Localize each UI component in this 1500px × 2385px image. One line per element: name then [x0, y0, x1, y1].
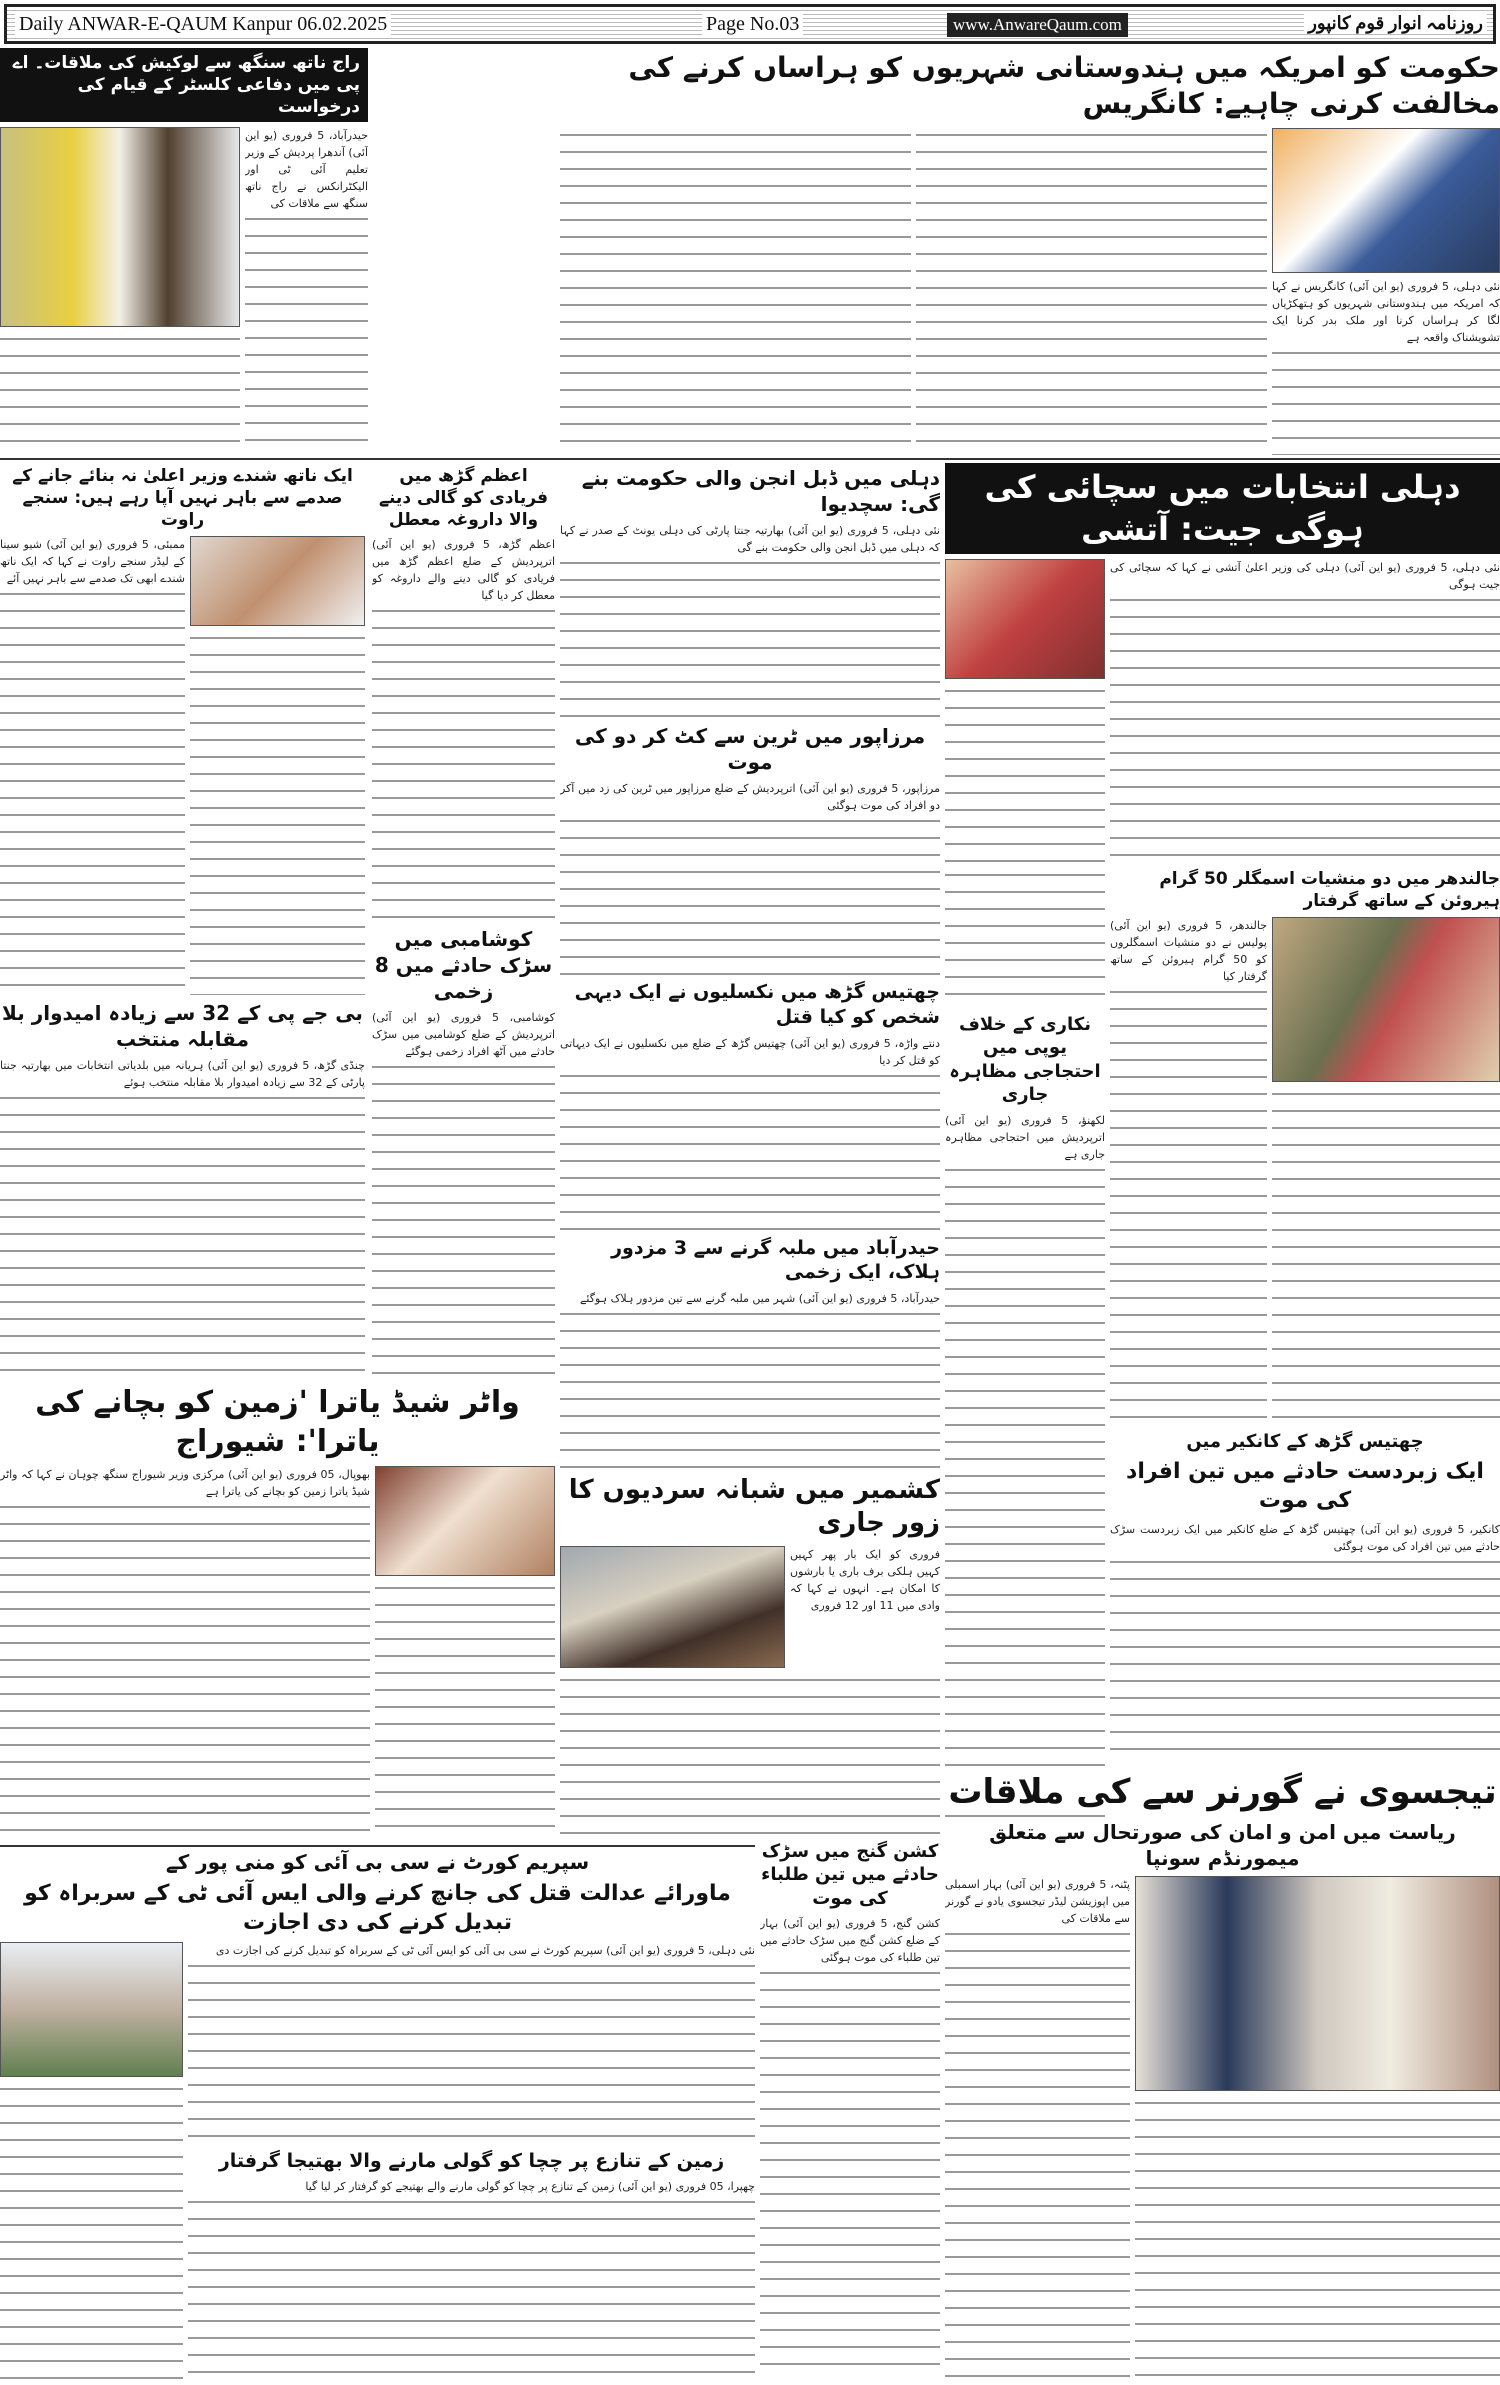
article-body: فروری کو ایک بار پھر کہیں کہیں ہلکی برف باری یا بارشوں کا امکان ہے۔ انہوں نے کہا کہ وادی میں 11 اور 12 فروری: [790, 1548, 940, 1613]
column-azamgarh: [372, 465, 555, 1377]
article-body: [375, 1581, 555, 1840]
article-congress: [560, 50, 1500, 455]
article-body: کانکیر، 5 فروری (یو این آئی) چھتیس گڑھ کے ضلع کانکیر میں ایک زبردست سڑک حادثے میں تین افراد کی موت ہوگئی: [1110, 1521, 1500, 1765]
headline: دہلی انتخابات میں سچائی کی ہوگی جیت: آتشی: [945, 463, 1500, 554]
headline: اعظم گڑھ میں فریادی کو گالی دینے والا داروغہ معطل: [372, 465, 555, 531]
photo: [0, 127, 240, 327]
edition-date: [15, 13, 391, 36]
website[interactable]: www.AnwareQaum.com: [947, 13, 1128, 37]
article-body: نئی دہلی، 5 فروری (یو این آئی) کانگریس نے کہا کہ امریکہ میں ہندوستانی شہریوں کو ہتھکڑیاں لگا کر ہراساں کرنا اور ملک بدر کرنا ایک تشویشناک واقعہ ہے: [1272, 278, 1500, 455]
article-protest: [945, 868, 1105, 1830]
article-rajnath: [0, 48, 368, 456]
article-jalandhar: [1110, 868, 1500, 1425]
article-body: [0, 2082, 183, 2380]
article-body: [560, 1673, 940, 1835]
photo: [375, 1466, 555, 1576]
article-body: لکھنؤ، 5 فروری (یو این آئی) اترپردیش میں احتجاجی مظاہرہ جاری ہے: [945, 1112, 1105, 1830]
headline: مرزاپور میں ٹرین سے کٹ کر دو کی موت: [560, 723, 940, 775]
logo: روزنامہ انوار قوم کانپور: [1304, 13, 1487, 34]
article-body: [945, 868, 1105, 1008]
headline: کشمیر میں شبانہ سردیوں کا زور جاری: [560, 1474, 940, 1542]
article-tejashwi: [945, 1770, 1500, 2380]
article-body: [916, 128, 1267, 455]
headline: تیجسوی نے گورنر سے کی ملاقات: [945, 1770, 1500, 1814]
article-body: [1272, 1087, 1500, 1425]
article-body: چنڈی گڑھ، 5 فروری (یو این آئی) ہریانہ میں بلدیاتی انتخابات میں بھارتیہ جنتا پارٹی کے 32 سے زیادہ امیدوار بلا مقابلہ منتخب ہوئے: [0, 1057, 365, 1377]
article-body: حیدرآباد، 5 فروری (یو این آئی) آندھرا پردیش کے وزیر تعلیم آئی ٹی اور الیکٹرانکس نے راج ناتھ سنگھ سے ملاقات کی: [245, 127, 368, 456]
article-body: چھپرا، 05 فروری (یو این آئی) زمین کے تنازع پر چچا کو گولی مارنے والے بھتیجے کو گرفتار کر لیا گیا: [188, 2178, 755, 2380]
headline: بی جے پی کے 32 سے زیادہ امیدوار بلا مقابلہ منتخب: [0, 1000, 365, 1052]
divider: [0, 1845, 755, 1847]
article-body: [0, 332, 240, 456]
article-kishanganj: [760, 1840, 940, 2380]
headline: جالندھر میں دو منشیات اسمگلر 50 گرام ہیروئن کے ساتھ گرفتار: [1110, 868, 1500, 912]
headline: نکاری کے خلاف یوپی میں احتجاجی مظاہرہ جاری: [945, 1013, 1105, 1107]
headline: ایک ناتھ شندے وزیر اعلیٰ نہ بنائے جانے کے صدمے سے باہر نہیں آپا رہے ہیں: سنجے راوت: [0, 465, 365, 531]
headline: حیدرآباد میں ملبہ گرنے سے 3 مزدور ہلاک، ایک زخمی: [560, 1236, 940, 1285]
article-body: [560, 128, 911, 455]
article-body: [945, 684, 1105, 863]
headline: زمین کے تنازع پر چچا کو گولی مارنے والا بھتیجا گرفتار: [188, 2149, 755, 2174]
article-body: پٹنہ، 5 فروری (یو این آئی) بہار اسمبلی میں اپوزیشن لیڈر تیجسوی یادو نے گورنر سے ملاقات کی: [945, 1876, 1130, 2380]
headline: کوشامبی میں سڑک حادثے میں 8 زخمی: [372, 926, 555, 1004]
headline: چھتیس گڑھ میں نکسلیوں نے ایک دیہی شخص کو کیا قتل: [560, 980, 940, 1029]
article-atishi: [945, 463, 1500, 863]
column-raut: [0, 465, 365, 1377]
article-body: جالندھر، 5 فروری (یو این آئی) پولیس نے دو منشیات اسمگلروں کو 50 گرام ہیروئن کے ساتھ گرفتار کیا: [1110, 917, 1267, 1425]
edition: Daily ANWAR-E-QAUM Kanpur: [19, 13, 293, 35]
photo: [1135, 1876, 1500, 2091]
kicker: سپریم کورٹ نے سی بی آئی کو منی پور کے: [0, 1849, 755, 1875]
headline: کشن گنج میں سڑک حادثے میں تین طلباء کی موت: [761, 1841, 939, 1909]
column-middle: [560, 465, 940, 1835]
article-body: اعظم گڑھ، 5 فروری (یو این آئی) اترپردیش کے ضلع اعظم گڑھ میں فریادی کو گالی دینے والے داروغہ کو معطل کر دیا گیا: [372, 536, 555, 921]
headline: دہلی میں ڈبل انجن والی حکومت بنے گی: سچدیوا: [560, 465, 940, 517]
article-body: کشن گنج، 5 فروری (یو این آئی) بہار کے ضلع کشن گنج میں سڑک حادثے میں تین طلباء کی موت ہوگئی: [760, 1915, 940, 2380]
article-body: ممبئی، 5 فروری (یو این آئی) شیو سینا کے لیڈر سنجے راوت نے کہا کہ ایک ناتھ شندے ابھی تک صدمے سے باہر نہیں آئے: [0, 536, 185, 995]
headline: ماورائے عدالت قتل کی جانچ کرنے والی ایس آئی ٹی کے سربراہ کو تبدیل کرنے کی دی اجازت: [0, 1880, 755, 1937]
photo: [1272, 917, 1500, 1082]
headline: ایک زبردست حادثے میں تین افراد کی موت: [1110, 1458, 1500, 1515]
masthead: [4, 4, 1496, 44]
article-body: حیدرآباد، 5 فروری (یو این آئی) شہر میں ملبہ گرنے سے تین مزدور ہلاک ہوگئے: [560, 1290, 940, 1469]
article-body: کوشامبی، 5 فروری (یو این آئی) اترپردیش کے ضلع کوشامبی میں سڑک حادثے میں آٹھ افراد زخمی ہوگئے: [372, 1009, 555, 1377]
article-supreme-court: [0, 1849, 755, 2380]
kicker: چھتیس گڑھ کے کانکیر میں: [1110, 1430, 1500, 1453]
subhead: ریاست میں امن و امان کی صورتحال سے متعلق میمورنڈم سونپا: [945, 1819, 1500, 1871]
photo: [945, 559, 1105, 679]
date: 06.02.2025: [297, 13, 388, 35]
photo: [560, 1546, 785, 1668]
article-body: بھوپال، 05 فروری (یو این آئی) مرکزی وزیر شیوراج سنگھ چوہان نے کہا کہ واٹر شیڈ یاترا زمین کو بچانے کی یاترا ہے: [0, 1466, 370, 1840]
photo: [190, 536, 365, 626]
photo: [0, 1942, 183, 2077]
article-kanker: [1110, 1430, 1500, 1765]
article-body: مرزاپور، 5 فروری (یو این آئی) اترپردیش کے ضلع مرزاپور میں ٹرین کی زد میں آکر دو افراد کی موت ہوگئی: [560, 780, 940, 976]
article-body: دنتے واڑہ، 5 فروری (یو این آئی) چھتیس گڑھ کے ضلع میں نکسلیوں نے ایک دیہاتی کو قتل کر دیا: [560, 1035, 940, 1231]
article-shivraj: [0, 1383, 555, 1840]
photo: [1272, 128, 1500, 273]
headline: راج ناتھ سنگھ سے لوکیش کی ملاقات۔ اے پی میں دفاعی کلسٹر کے قیام کی درخواست: [0, 48, 368, 122]
article-body: نئی دہلی، 5 فروری (یو این آئی) دہلی کی وزیر اعلیٰ آتشی نے کہا کہ سچائی کی جیت ہوگی: [1110, 559, 1500, 863]
divider: [0, 458, 1500, 460]
headline: واٹر شیڈ یاترا 'زمین کو بچانے کی یاترا': شیوراج: [0, 1383, 555, 1461]
page-number: Page No.03: [702, 13, 803, 36]
headline: حکومت کو امریکہ میں ہندوستانی شہریوں کو ہراساں کرنے کی مخالفت کرنی چاہیے: کانگریس: [560, 50, 1500, 123]
article-body: [190, 631, 365, 995]
article-body: نئی دہلی، 5 فروری (یو این آئی) سپریم کورٹ نے سی بی آئی کو ایس آئی ٹی کے سربراہ کو تبدیل کرنے کی اجازت دی: [188, 1942, 755, 2144]
article-body: نئی دہلی، 5 فروری (یو این آئی) بھارتیہ جنتا پارٹی کی دہلی یونٹ کے صدر نے کہا کہ دہلی میں ڈبل انجن والی حکومت بنے گی: [560, 522, 940, 718]
article-body: [1135, 2096, 1500, 2380]
